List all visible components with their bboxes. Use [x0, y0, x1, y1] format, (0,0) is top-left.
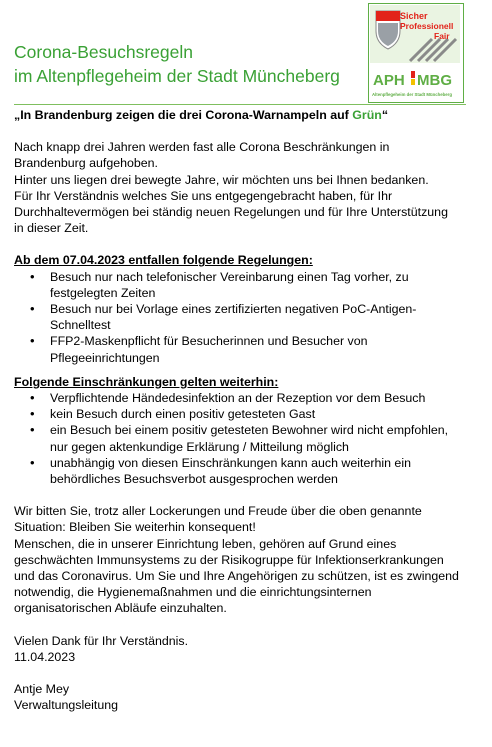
closing-line: organisatorischen Abläufe einzuhalten.	[14, 601, 227, 616]
closing-line: notwendig, die Hygienemaßnahmen und die einrichtungsinternen	[14, 585, 372, 600]
lead-green-word: Grün	[352, 108, 382, 122]
intro-line: Durchhaltevermögen bei ständig neuen Regelungen und für Ihre Unterstützung	[14, 205, 448, 220]
list-item: • Besuch nur nach telefonischer Vereinbarung einen Tag vorher, zu festgelegten Zeiten	[28, 269, 474, 301]
signature-name: Antje Mey	[14, 682, 70, 697]
logo-graphic	[370, 5, 460, 99]
list-item: • unabhängig von diesen Einschränkungen kann auch weiterhin ein behördliches Besuchsverbot ausgesprochen werden	[28, 455, 474, 487]
intro-line: Hinter uns liegen drei bewegte Jahre, wir möchten uns bei Ihnen bedanken.	[14, 172, 429, 187]
document-body	[14, 106, 474, 714]
list-item: • Besuch nur bei Vorlage eines zertifizierten negativen PoC-Antigen- Schnelltest	[28, 301, 474, 333]
closing-line: Situation: Bleiben Sie weiterhin konsequent!	[14, 520, 256, 535]
removed-rules-list	[14, 269, 474, 366]
title-line-1: Corona-Besuchsregeln	[14, 42, 193, 62]
logo-text-3: Fair	[434, 31, 450, 41]
logo-mbg: MBG	[417, 72, 452, 89]
list-item: • Verpflichtende Händedesinfektion an der Rezeption vor dem Besuch	[28, 390, 474, 406]
list-item: • FFP2-Maskenpflicht für Besucherinnen und Besucher von Pflegeeinrichtungen	[28, 333, 474, 365]
logo-caption: Altenpflegeheim der Stadt Müncheberg	[372, 92, 452, 97]
intro-paragraph	[14, 139, 474, 236]
intro-line: Brandenburg aufgehoben.	[14, 156, 158, 171]
intro-line: Für Ihr Verständnis welches Sie uns entgegengebracht haben, für Ihr	[14, 188, 393, 203]
closing-paragraph	[14, 503, 474, 616]
logo-aph: APH	[373, 72, 405, 89]
section-heading-remaining-rules: Folgende Einschränkungen gelten weiterhin:	[14, 374, 279, 389]
signature-role: Verwaltungsleitung	[14, 698, 119, 713]
facility-logo	[368, 3, 464, 103]
list-item: • ein Besuch bei einem positiv getesteten Bewohner wird nicht empfohlen, nur gegen aktenkundige Erklärung / Mitteilung möglich	[28, 422, 474, 454]
lead-sentence	[14, 107, 474, 123]
closing-line: Wir bitten Sie, trotz aller Lockerungen und Freude über die oben genannte	[14, 504, 422, 519]
header-divider	[14, 104, 466, 105]
logo-text-1: Sicher	[400, 11, 428, 21]
remaining-rules-list	[14, 390, 474, 487]
lead-suffix: “	[381, 108, 389, 122]
logo-text-2: Professionell	[400, 21, 454, 31]
intro-line: Nach knapp drei Jahren werden fast alle Corona Beschränkungen in	[14, 140, 390, 155]
section-heading-removed-rules: Ab dem 07.04.2023 entfallen folgende Regelungen:	[14, 253, 313, 268]
date-text: 11.04.2023	[14, 649, 76, 664]
closing-line: Menschen, die in unserer Einrichtung leben, gehören auf Grund eines	[14, 536, 397, 551]
closing-line: geschwächten Immunsystems zu der Risikogruppe für Infektionserkrankungen	[14, 552, 444, 567]
title-line-2: im Altenpflegeheim der Stadt Müncheberg	[14, 66, 340, 86]
closing-line: und das Coronavirus. Um Sie und Ihre Angehörigen zu schützen, ist es zwingend	[14, 569, 459, 584]
list-item: • kein Besuch durch einen positiv getesteten Gast	[28, 406, 474, 422]
lead-prefix: „In Brandenburg zeigen die drei Corona-Warnampeln auf	[14, 108, 353, 122]
intro-line: in dieser Zeit.	[14, 221, 89, 236]
thanks-text: Vielen Dank für Ihr Verständnis.	[14, 633, 189, 648]
page-title	[14, 40, 340, 88]
